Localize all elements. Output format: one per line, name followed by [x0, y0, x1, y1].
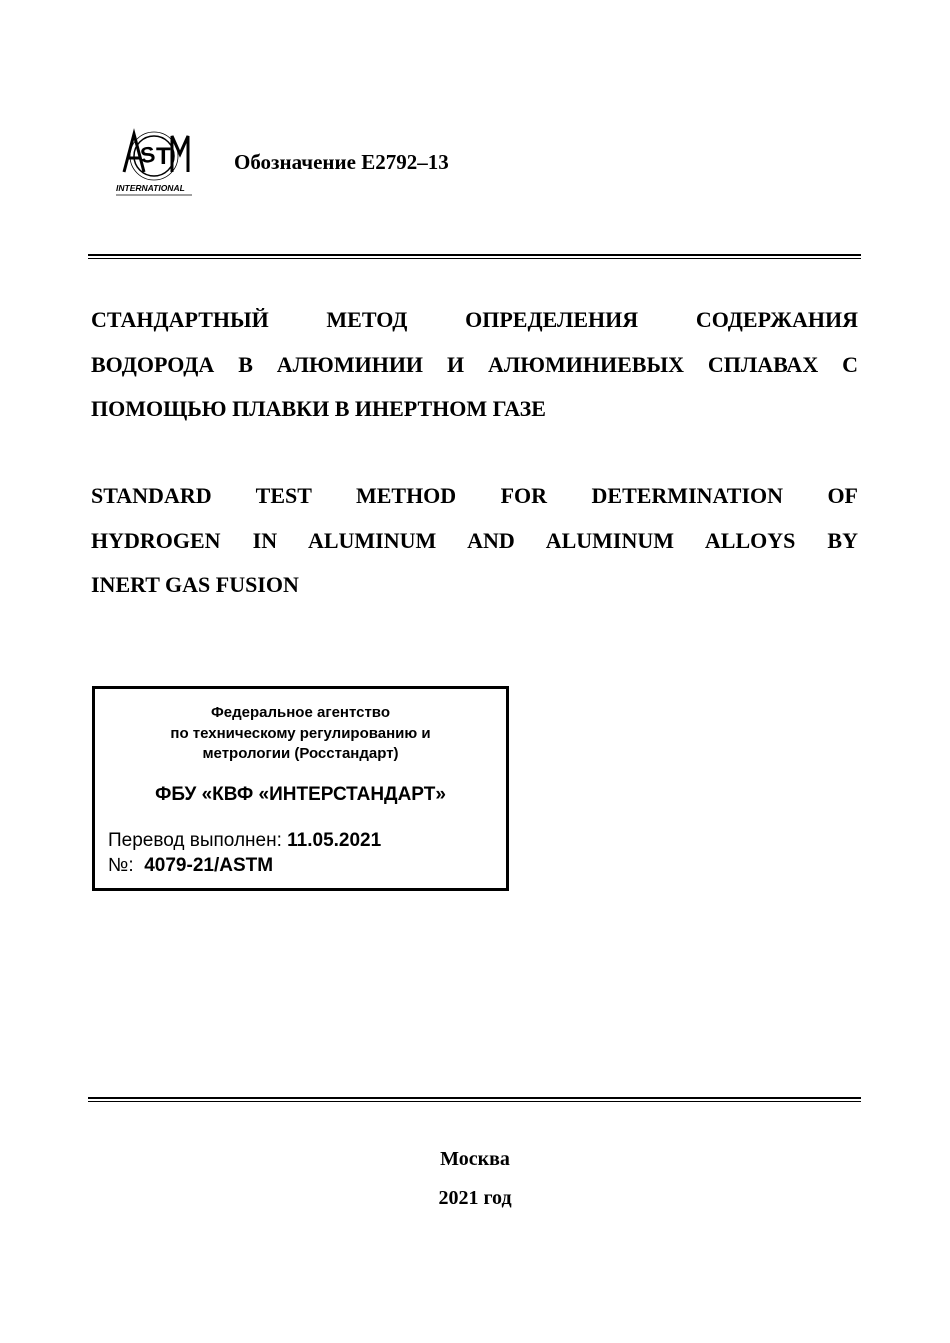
- title-en-line: STANDARD TEST METHOD FOR DETERMINATION OF: [91, 483, 858, 508]
- translation-number: 4079-21/ASTM: [144, 855, 274, 876]
- agency-block: [95, 703, 506, 765]
- translation-stamp: [92, 686, 509, 891]
- bottom-divider: [88, 1097, 861, 1102]
- city: Москва: [440, 1148, 510, 1170]
- svg-text:S: S: [138, 141, 157, 169]
- translation-number-line: [108, 855, 273, 877]
- number-label: №:: [108, 855, 134, 876]
- document-designation: Обозначение E2792–13: [234, 150, 449, 174]
- logo-text: INTERNATIONAL: [116, 183, 185, 193]
- agency-line: Федеральное агентство: [210, 704, 390, 721]
- svg-text:T: T: [156, 143, 171, 170]
- title-english: [91, 474, 858, 608]
- translation-date: 11.05.2021: [287, 830, 382, 851]
- translation-label: Перевод выполнен:: [108, 830, 282, 851]
- organization-name: ФБУ «КВФ «ИНТЕРСТАНДАРТ»: [155, 784, 446, 805]
- title-en-line: INERT GAS FUSION: [91, 572, 299, 597]
- title-ru-line: ПОМОЩЬЮ ПЛАВКИ В ИНЕРТНОМ ГАЗЕ: [91, 396, 546, 421]
- title-ru-line: ВОДОРОДА В АЛЮМИНИИ И АЛЮМИНИЕВЫХ СПЛАВАХ С: [91, 351, 858, 377]
- top-divider: [88, 254, 861, 259]
- agency-line: по техническому регулированию и: [170, 724, 431, 742]
- title-ru-line: СТАНДАРТНЫЙ МЕТОД ОПРЕДЕЛЕНИЯ СОДЕРЖАНИЯ: [91, 307, 858, 332]
- title-russian: [91, 298, 858, 432]
- agency-line: метрологии (Росстандарт): [202, 745, 399, 762]
- year: 2021 год: [438, 1187, 512, 1209]
- translation-date-line: [108, 830, 381, 852]
- title-en-line: HYDROGEN IN ALUMINUM AND ALUMINUM ALLOYS BY: [91, 527, 858, 553]
- astm-logo: [112, 128, 196, 198]
